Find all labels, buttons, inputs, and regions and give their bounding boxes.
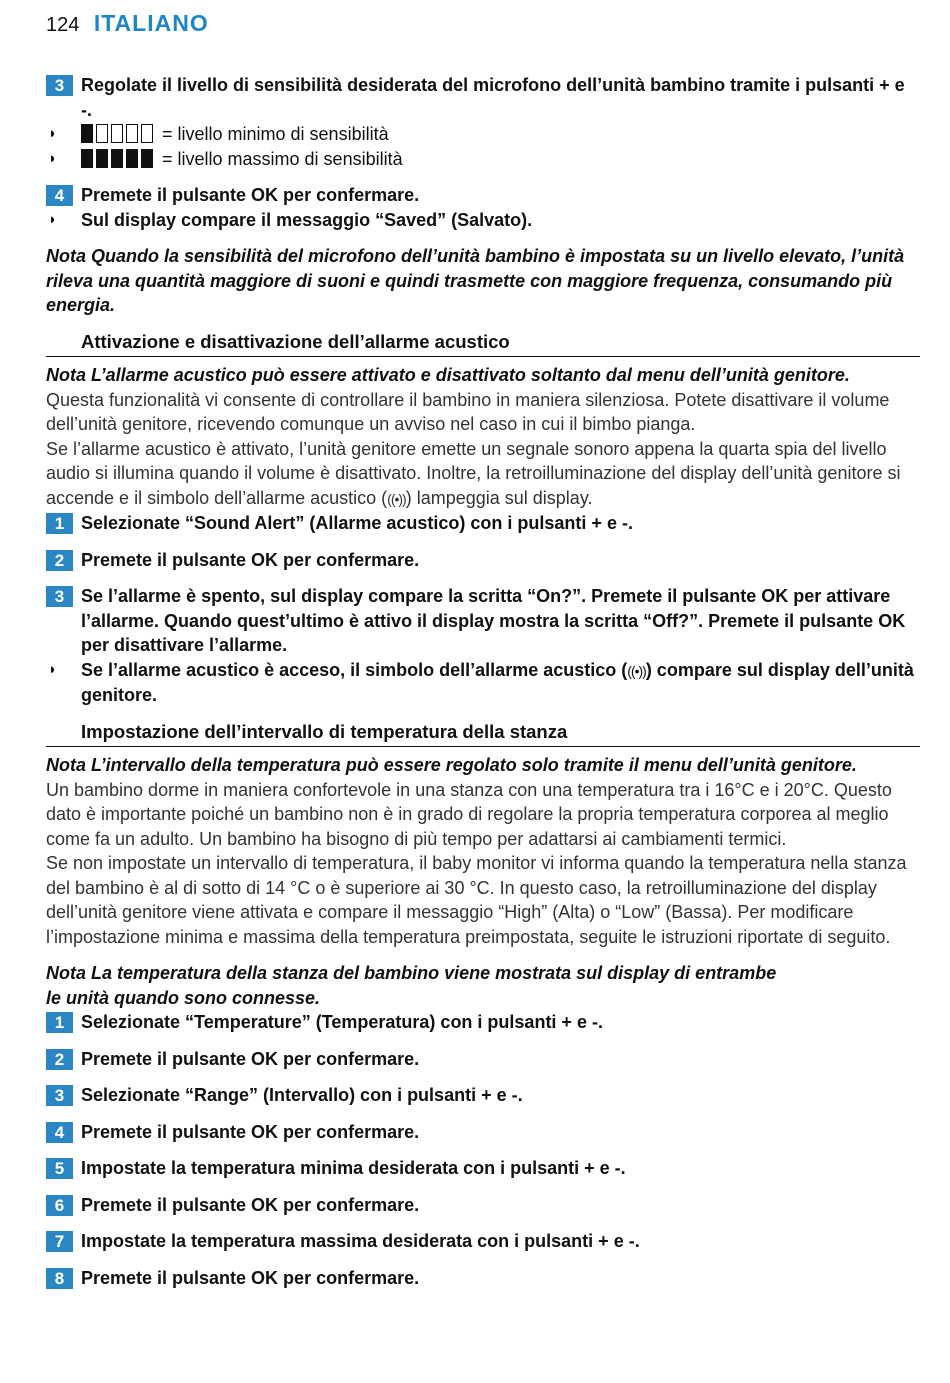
page-content <box>46 73 920 1290</box>
paragraph-text: ) lampeggia sul display. <box>405 487 593 508</box>
step-item <box>46 1010 920 1035</box>
step-item <box>46 511 920 536</box>
step-number: 4 <box>46 185 73 206</box>
step-number: 3 <box>46 1085 73 1106</box>
alarm-steps-list <box>46 511 920 658</box>
note-temperature-display <box>46 961 920 1010</box>
bullet-text: Sul display compare il messaggio “Saved” (Salvato). <box>81 209 533 230</box>
step-item <box>46 1047 920 1072</box>
step-text: Premete il pulsante OK per confermare. <box>81 1267 420 1288</box>
bullet-text: ) compare sul display dell’unità genitore. <box>81 659 914 705</box>
level-bar <box>81 124 93 143</box>
level-bar <box>96 124 108 143</box>
bullet-text: Se l’allarme acustico è acceso, il simbolo dell’allarme acustico ( <box>81 659 628 680</box>
step-number: 1 <box>46 513 73 534</box>
step-number: 8 <box>46 1268 73 1289</box>
bullet-min-level <box>46 122 920 147</box>
step-sensitivity <box>46 73 920 122</box>
step-text: Impostate la temperatura minima desiderata con i pulsanti + e -. <box>81 1158 626 1178</box>
bullet-alarm-on <box>46 658 920 708</box>
step-text: Selezionate “Temperature” (Temperatura) con i pulsanti + e -. <box>81 1012 603 1032</box>
step-text: Premete il pulsante OK per confermare. <box>81 1121 420 1142</box>
step-number: 6 <box>46 1195 73 1216</box>
note-temperature: Nota L’intervallo della temperatura può essere regolato solo tramite il menu dell’unità genitore. <box>46 755 857 775</box>
step-number: 2 <box>46 1049 73 1070</box>
level-bar <box>111 149 123 168</box>
level-bar <box>96 149 108 168</box>
level-bars-max-icon <box>81 149 156 169</box>
step-confirm <box>46 183 920 208</box>
bullet-max-level <box>46 147 920 172</box>
note-alarm: Nota L’allarme acustico può essere attivato e disattivato soltanto dal menu dell’unità genitore. <box>46 365 850 385</box>
level-bar <box>126 149 138 168</box>
step-item <box>46 1083 920 1108</box>
step-text: Selezionate “Sound Alert” (Allarme acustico) con i pulsanti + e -. <box>81 513 633 533</box>
step-number: 3 <box>46 586 73 607</box>
paragraph-alarm-1: Questa funzionalità vi consente di controllare il bambino in maniera silenziosa. Potete disattivare il volume dell’unità genitore, ricevendo comunque un avviso nel caso in cui il bimbo pianga. <box>46 389 890 434</box>
level-bars-min-icon <box>81 124 156 144</box>
bullet-icon: ◗ <box>48 125 58 142</box>
step-text: Impostate la temperatura massima desiderata con i pulsanti + e -. <box>81 1231 640 1251</box>
language-title: ITALIANO <box>93 10 209 36</box>
section-title-alarm: Attivazione e disattivazione dell’allarme acustico <box>46 330 920 358</box>
bullet-icon: ◗ <box>48 210 58 228</box>
step-number: 5 <box>46 1158 73 1179</box>
step-text: Selezionate “Range” (Intervallo) con i pulsanti + e -. <box>81 1085 523 1105</box>
note-line: Nota La temperatura della stanza del bambino viene mostrata sul display di entrambe <box>46 963 777 983</box>
step-item <box>46 1266 920 1291</box>
step-text: Regolate il livello di sensibilità desiderata del microfono dell’unità bambino tramite i pulsanti + e -. <box>81 75 905 120</box>
level-bar <box>141 149 153 168</box>
step-item <box>46 548 920 573</box>
paragraph-temp-1: Un bambino dorme in maniera confortevole in una stanza con una temperatura tra i 16°C e i 20°C. Questo dato è importante poiché un bambino non è in grado di regolare la propria temperatura corporea al meglio come fa un adulto. Un bambino ha bisogno di più tempo per adattarsi ai cambiamenti termici. <box>46 779 892 849</box>
step-text: Premete il pulsante OK per confermare. <box>81 1194 420 1215</box>
page-number: 124 <box>46 14 80 36</box>
step-item <box>46 584 920 658</box>
sound-alert-icon: ((•)) <box>627 662 646 679</box>
step-number: 4 <box>46 1122 73 1143</box>
step-item <box>46 1156 920 1181</box>
level-bar <box>141 124 153 143</box>
level-bar <box>81 149 93 168</box>
step-item <box>46 1229 920 1254</box>
note-line: le unità quando sono connesse. <box>46 987 321 1008</box>
page-header <box>46 10 209 40</box>
max-level-label: = livello massimo di sensibilità <box>162 148 403 169</box>
bullet-icon: ◗ <box>48 660 58 678</box>
bullet-icon: ◗ <box>48 149 58 167</box>
step-item <box>46 1193 920 1218</box>
sound-alert-icon: ((•)) <box>387 490 406 507</box>
step-number: 1 <box>46 1012 73 1033</box>
step-text: Premete il pulsante OK per confermare. <box>81 185 420 205</box>
section-title-temperature: Impostazione dell’intervallo di temperatura della stanza <box>46 720 920 748</box>
min-level-label: = livello minimo di sensibilità <box>162 124 389 144</box>
level-bar <box>111 124 123 143</box>
paragraph-text: Se l’allarme acustico è attivato, l’unità genitore emette un segnale sonoro appena la quarta spia del livello audio si illumina quando il volume è disattivato. Inoltre, la retroilluminazione del display dell’unità genitore si accende e il simbolo dell’allarme acustico ( <box>46 438 901 508</box>
step-text: Premete il pulsante OK per confermare. <box>81 1048 420 1069</box>
bullet-saved <box>46 208 920 233</box>
step-item <box>46 1120 920 1145</box>
step-number: 2 <box>46 550 73 571</box>
step-number: 3 <box>46 75 73 96</box>
step-number: 7 <box>46 1231 73 1252</box>
level-bar <box>126 124 138 143</box>
temperature-steps-list <box>46 1010 920 1290</box>
note-sensitivity: Nota Quando la sensibilità del microfono dell’unità bambino è impostata su un livello elevato, l’unità rileva una quantità maggiore di suoni e quindi trasmette con maggiore frequenza, consumando più energia. <box>46 246 905 315</box>
paragraph-alarm-2 <box>46 437 920 512</box>
step-text: Se l’allarme è spento, sul display compare la scritta “On?”. Premete il pulsante OK per attivare l’allarme. Quando quest’ultimo è attivo il display mostra la scritta “Off?”. Premete il pulsante OK per disattivare l’allarme. <box>81 586 906 655</box>
paragraph-temp-2: Se non impostate un intervallo di temperatura, il baby monitor vi informa quando la temperatura nella stanza del bambino è al di sotto di 14 °C o è superiore ai 30 °C. In questo caso, la retroilluminazione del display dell’unità genitore viene attivata e compare il messaggio “High” (Alta) o “Low” (Bassa). Per modificare l’impostazione minima e massima della temperatura preimpostata, seguite le istruzioni riportate di seguito. <box>46 853 907 947</box>
step-text: Premete il pulsante OK per confermare. <box>81 549 420 570</box>
